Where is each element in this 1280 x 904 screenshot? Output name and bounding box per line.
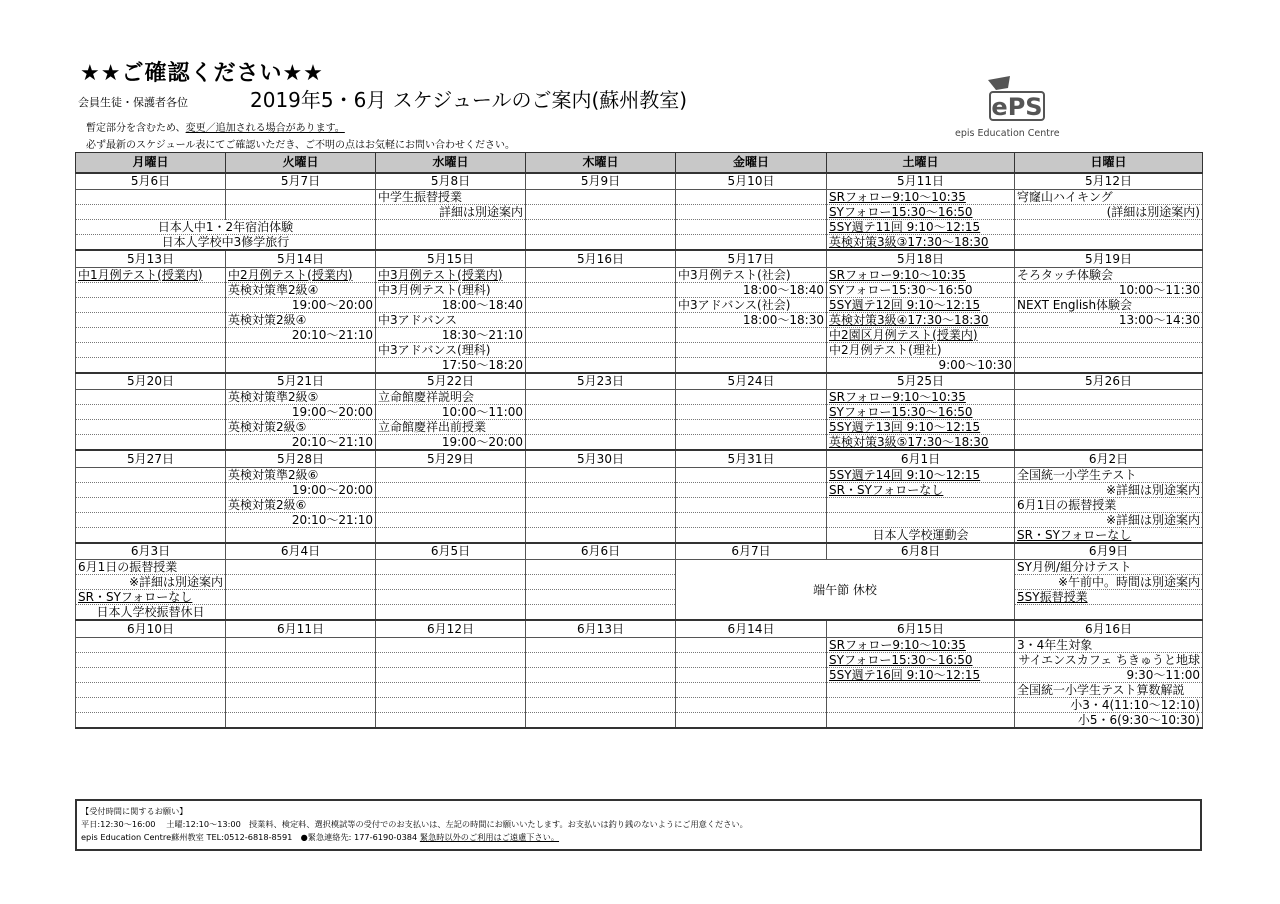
date-cell: 6月1日 <box>827 450 1015 467</box>
event-cell: 5SY週テ16回 9:10～12:15 <box>827 667 1015 682</box>
event-cell: 中2園区月例テスト(授業内) <box>827 327 1015 342</box>
event-cell: 英検対策2級④ <box>226 312 376 327</box>
event-cell: 全国統一小学生テスト算数解説 <box>1015 682 1203 697</box>
event-cell: 英検対策準2級⑤ <box>226 390 376 405</box>
event-cell: 20:10～21:10 <box>226 512 376 527</box>
event-cell: サイエンスカフェ ちきゅうと地球 <box>1015 652 1203 667</box>
event-row <box>76 405 1203 420</box>
event-row <box>76 637 1203 652</box>
event-cell: 5SY週テ13回 9:10～12:15 <box>827 420 1015 435</box>
date-row <box>76 543 1203 560</box>
date-cell: 6月3日 <box>76 543 226 560</box>
event-row <box>76 220 1203 235</box>
event-cell: 18:30～21:10 <box>376 327 526 342</box>
event-cell: 詳細は別途案内 <box>376 205 526 220</box>
weekday-header: 木曜日 <box>526 153 676 173</box>
event-cell: 9:00～10:30 <box>827 357 1015 373</box>
weekday-header: 月曜日 <box>76 153 226 173</box>
event-cell: 全国統一小学生テスト <box>1015 467 1203 482</box>
weekday-header: 火曜日 <box>226 153 376 173</box>
event-cell: SYフォロー15:30～16:50 <box>827 282 1015 297</box>
event-cell: SYフォロー15:30～16:50 <box>827 405 1015 420</box>
date-cell: 6月7日 <box>676 543 827 560</box>
footer-notice <box>75 799 1202 851</box>
logo-caption: epis Education Centre <box>955 128 1060 139</box>
event-cell: 6月1日の振替授業 <box>1015 497 1203 512</box>
event-cell: 中3月例テスト(社会) <box>676 267 827 282</box>
event-row <box>76 512 1203 527</box>
event-cell: 日本人学校中3修学旅行 <box>76 235 376 251</box>
date-cell: 5月14日 <box>226 250 376 267</box>
date-cell: 5月22日 <box>376 373 526 390</box>
date-cell: 6月5日 <box>376 543 526 560</box>
event-row <box>76 282 1203 297</box>
date-cell: 5月13日 <box>76 250 226 267</box>
date-row <box>76 250 1203 267</box>
event-cell: 中2月例テスト(理社) <box>827 342 1015 357</box>
event-cell: SRフォロー9:10～10:35 <box>827 267 1015 282</box>
date-cell: 6月13日 <box>526 620 676 637</box>
event-cell: そろタッチ体験会 <box>1015 267 1203 282</box>
notice-confirm: 必ず最新のスケジュール表にてご確認いただき、ご不明の点はお気軽にお問い合わせください。 <box>86 140 515 151</box>
event-cell: 中3アドバンス(理科) <box>376 342 526 357</box>
event-row <box>76 357 1203 373</box>
event-cell: 6月1日の振替授業 <box>76 560 226 575</box>
event-row <box>76 652 1203 667</box>
date-cell: 5月23日 <box>526 373 676 390</box>
event-cell: SR・SYフォローなし <box>827 482 1015 497</box>
notice-change-prefix: 暫定部分を含むため、 <box>86 123 186 134</box>
event-row <box>76 560 1203 575</box>
event-cell: ※詳細は別途案内 <box>76 575 226 590</box>
event-cell: 中3月例テスト(理科) <box>376 282 526 297</box>
event-row <box>76 682 1203 697</box>
event-row <box>76 712 1203 728</box>
audience-label: 会員生徒・保護者各位 <box>78 96 188 109</box>
event-cell: 英検対策3級⑤17:30～18:30 <box>827 435 1015 451</box>
event-cell: 5SY振替授業 <box>1015 590 1203 605</box>
event-row <box>76 497 1203 512</box>
event-cell: 中1月例テスト(授業内) <box>76 267 226 282</box>
event-cell: 5SY週テ11回 9:10～12:15 <box>827 220 1015 235</box>
notice-change <box>86 119 345 134</box>
date-cell: 6月9日 <box>1015 543 1203 560</box>
event-cell: 20:10～21:10 <box>226 435 376 451</box>
event-cell: SRフォロー9:10～10:35 <box>827 637 1015 652</box>
event-cell: 19:00～20:00 <box>376 435 526 451</box>
date-cell: 5月19日 <box>1015 250 1203 267</box>
event-cell: 英検対策3級③17:30～18:30 <box>827 235 1015 251</box>
weekday-header: 日曜日 <box>1015 153 1203 173</box>
event-cell: 英検対策3級④17:30～18:30 <box>827 312 1015 327</box>
event-cell: 17:50～18:20 <box>376 357 526 373</box>
date-cell: 6月11日 <box>226 620 376 637</box>
event-row <box>76 342 1203 357</box>
event-cell: (詳細は別途案内) <box>1015 205 1203 220</box>
event-cell: ※午前中。時間は別途案内 <box>1015 575 1203 590</box>
date-cell: 5月24日 <box>676 373 827 390</box>
event-cell: 立命館慶祥説明会 <box>376 390 526 405</box>
date-cell: 5月11日 <box>827 173 1015 190</box>
event-cell: 中3アドバンス(社会) <box>676 297 827 312</box>
event-cell: SY月例/組分けテスト <box>1015 560 1203 575</box>
event-cell: 19:00～20:00 <box>226 297 376 312</box>
event-cell: 10:00～11:30 <box>1015 282 1203 297</box>
event-row <box>76 267 1203 282</box>
date-cell: 5月28日 <box>226 450 376 467</box>
date-cell: 5月25日 <box>827 373 1015 390</box>
footer-contact <box>81 831 1196 844</box>
notice-change-underlined: 変更／追加される場合があります。 <box>185 123 345 134</box>
date-cell: 5月30日 <box>526 450 676 467</box>
event-cell: SRフォロー9:10～10:35 <box>827 190 1015 205</box>
event-cell: 中学生振替授業 <box>376 190 526 205</box>
date-cell: 6月12日 <box>376 620 526 637</box>
event-cell: 20:10～21:10 <box>226 327 376 342</box>
event-cell: 3・4年生対象 <box>1015 637 1203 652</box>
event-cell: 英検対策2級⑤ <box>226 420 376 435</box>
weekday-header-row <box>76 153 1203 173</box>
schedule-subtitle: 2019年5・6月 スケジュールのご案内(蘇州教室) <box>250 88 688 112</box>
event-cell: 中3アドバンス <box>376 312 526 327</box>
event-row <box>76 205 1203 220</box>
page-title: ★★ご確認ください★★ <box>80 61 324 86</box>
date-cell: 5月18日 <box>827 250 1015 267</box>
event-row <box>76 667 1203 682</box>
event-row <box>76 297 1203 312</box>
date-cell: 6月6日 <box>526 543 676 560</box>
footer-heading: 【受付時間に関するお願い】 <box>81 806 188 816</box>
date-cell: 5月10日 <box>676 173 827 190</box>
event-cell: SRフォロー9:10～10:35 <box>827 390 1015 405</box>
date-cell: 5月27日 <box>76 450 226 467</box>
event-cell: 小3・4(11:10～12:10) <box>1015 697 1203 712</box>
date-cell: 6月16日 <box>1015 620 1203 637</box>
schedule-table <box>75 152 1203 729</box>
event-cell: SR・SYフォローなし <box>76 590 226 605</box>
weekday-header: 土曜日 <box>827 153 1015 173</box>
event-row <box>76 312 1203 327</box>
event-cell: 中3月例テスト(授業内) <box>376 267 526 282</box>
event-cell: 10:00～11:00 <box>376 405 526 420</box>
event-cell: 13:00～14:30 <box>1015 312 1203 327</box>
date-row <box>76 620 1203 637</box>
date-row <box>76 450 1203 467</box>
event-cell: 19:00～20:00 <box>226 482 376 497</box>
date-cell: 5月15日 <box>376 250 526 267</box>
event-cell: 立命館慶祥出前授業 <box>376 420 526 435</box>
event-row <box>76 575 1203 590</box>
event-row <box>76 467 1203 482</box>
event-cell: ※詳細は別途案内 <box>1015 512 1203 527</box>
date-cell: 5月6日 <box>76 173 226 190</box>
event-row <box>76 327 1203 342</box>
date-cell: 5月16日 <box>526 250 676 267</box>
event-cell: 英検対策2級⑥ <box>226 497 376 512</box>
event-cell: NEXT English体験会 <box>1015 297 1203 312</box>
date-cell: 5月26日 <box>1015 373 1203 390</box>
footer-contact-text: epis Education Centre蘇州教室 TEL:0512-6818-8591 ●緊急連絡先: 177-6190-0384 <box>81 832 418 842</box>
event-row <box>76 590 1203 605</box>
event-cell: SR・SYフォローなし <box>1015 527 1203 543</box>
event-row <box>76 482 1203 497</box>
event-cell: 18:00～18:40 <box>376 297 526 312</box>
event-cell: 中2月例テスト(授業内) <box>226 267 376 282</box>
footer-emergency-note: 緊急時以外のご利用はご遠慮下さい。 <box>419 832 560 842</box>
date-cell: 5月29日 <box>376 450 526 467</box>
event-cell: 日本人学校振替休日 <box>76 605 226 621</box>
date-cell: 6月4日 <box>226 543 376 560</box>
event-cell: 5SY週テ14回 9:10～12:15 <box>827 467 1015 482</box>
event-cell: 英検対策準2級⑥ <box>226 467 376 482</box>
event-cell: 5SY週テ12回 9:10～12:15 <box>827 297 1015 312</box>
event-cell: 18:00～18:40 <box>676 282 827 297</box>
event-row <box>76 527 1203 543</box>
event-cell: 18:00～18:30 <box>676 312 827 327</box>
date-cell: 6月14日 <box>676 620 827 637</box>
event-cell: 日本人中1・2年宿泊体験 <box>76 220 376 235</box>
epis-logo-icon <box>984 74 1050 124</box>
event-row <box>76 435 1203 451</box>
event-cell: 日本人学校運動会 <box>827 527 1015 543</box>
date-cell: 6月2日 <box>1015 450 1203 467</box>
event-row <box>76 420 1203 435</box>
event-cell: 穹窿山ハイキング <box>1015 190 1203 205</box>
date-cell: 5月8日 <box>376 173 526 190</box>
date-cell: 6月8日 <box>827 543 1015 560</box>
event-cell: 小5・6(9:30～10:30) <box>1015 712 1203 728</box>
date-cell: 6月15日 <box>827 620 1015 637</box>
date-cell: 5月9日 <box>526 173 676 190</box>
footer-hours: 平日:12:30～16:00 土曜:12:10～13:00 授業料、検定料、選択模試等の受付でのお支払いは、左記の時間にお願いいたします。お支払いは釣り銭のないようにご用意ください。 <box>81 819 748 829</box>
event-row <box>76 605 1203 621</box>
event-cell: 英検対策準2級④ <box>226 282 376 297</box>
event-cell: ※詳細は別途案内 <box>1015 482 1203 497</box>
date-cell: 5月21日 <box>226 373 376 390</box>
date-row <box>76 173 1203 190</box>
date-cell: 5月17日 <box>676 250 827 267</box>
logo-letters: ePS <box>991 93 1043 121</box>
event-cell: 9:30～11:00 <box>1015 667 1203 682</box>
date-cell: 5月7日 <box>226 173 376 190</box>
event-cell: 19:00～20:00 <box>226 405 376 420</box>
event-row <box>76 697 1203 712</box>
event-cell: SYフォロー15:30～16:50 <box>827 652 1015 667</box>
holiday-cell: 端午節 休校 <box>676 560 1015 621</box>
event-row <box>76 190 1203 205</box>
date-cell: 5月20日 <box>76 373 226 390</box>
event-row <box>76 235 1203 251</box>
event-row <box>76 390 1203 405</box>
event-cell: SYフォロー15:30～16:50 <box>827 205 1015 220</box>
date-row <box>76 373 1203 390</box>
date-cell: 5月31日 <box>676 450 827 467</box>
date-cell: 6月10日 <box>76 620 226 637</box>
date-cell: 5月12日 <box>1015 173 1203 190</box>
weekday-header: 金曜日 <box>676 153 827 173</box>
weekday-header: 水曜日 <box>376 153 526 173</box>
